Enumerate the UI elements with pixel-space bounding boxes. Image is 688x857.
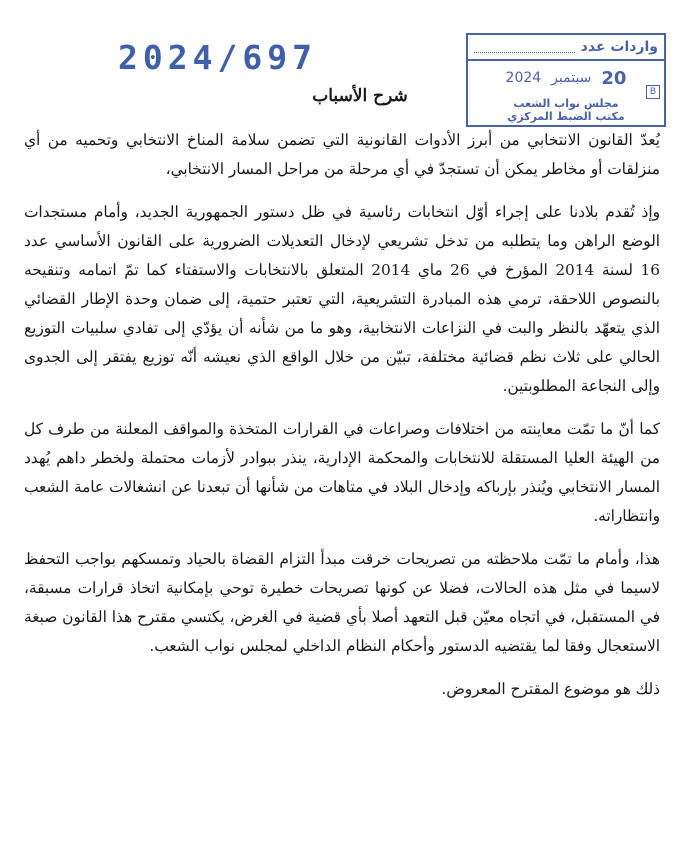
stamp-line-1: مجلس نواب الشعب — [513, 97, 619, 110]
stamp-date — [468, 61, 664, 95]
stamp-year: 2024 — [505, 70, 542, 86]
stamp-dotted-line — [474, 42, 575, 53]
stamp-label: واردات عدد — [580, 39, 658, 55]
stamp-footer — [468, 97, 664, 123]
stamp-month: سبتمبر — [551, 70, 592, 86]
closing-line: ذلك هو موضوع المقترح المعروض. — [441, 680, 660, 698]
paragraph: وإذ تُقدم بلادنا على إجراء أوّل انتخابات رئاسية في ظل دستور الجمهورية الجديد، وأمام مستجدات الوضع الراهن وما يتطلبه من تدخل تشريعي لإدخال التعديلات الضرورية على القانون الأساسي عدد 16 لسنة 2014 المؤرخ في 26 ماي 2014 المتعلق بالانتخابات والاستفتاء كما تمّ اتمامه وتنقيحه بالنصوص اللاحقة، ترمي هذه المبادرة التشريعية، التي تعتبر حتمية، إلى ضمان وحدة الإطار القضائي الذي يتعهّد بالنظر والبت في النزاعات الانتخابية، وهو ما من شأنه أن يؤدّي إلى تفادي سلبيات التوزيع الحالي على ثلاث نظم قضائية مختلفة، تبيّن من خلال الواقع الذي نعيشه أنّه توزيع يفتقر إلى الجدوى وإلى النجاعة المطلوبتين. — [24, 203, 660, 395]
paragraph: يُعدّ القانون الانتخابي من أبرز الأدوات القانونية التي تضمن سلامة المناخ الانتخابي وتحميه من أي منزلقات أو مخاطر يمكن أن تستجدّ في أي مرحلة من مراحل المسار الانتخابي، — [24, 131, 660, 178]
stamp-day: 20 — [601, 67, 627, 89]
stamp-line-2: مكتب الضبط المركزي — [507, 110, 625, 123]
paragraph: هذا، وأمام ما تمّت ملاحظته من تصريحات خرقت مبدأ التزام القضاة بالحياد وتمسكهم بواجب التحفظ لاسيما في مثل هذه الحالات، فضلا عن كونها تصريحات خطيرة توحي بإمكانية اتخاذ قرارات مسبقة، في المستقبل، في اتجاه معيّن قبل التعهد أصلا بأي قضية في الغرض، يكتسي مقترح هذا القانون صبغة الاستعجال وفقا لما يقتضيه الدستور وأحكام النظام الداخلي لمجلس نواب الشعب. — [24, 550, 660, 655]
received-stamp — [466, 33, 666, 127]
paragraph: كما أنّ ما تمّت معاينته من اختلافات وصراعات في القرارات المتخذة والمواقف المعلنة من طرف كل من الهيئة العليا المستقلة للانتخابات والمحكمة الإدارية، ينذر ببوادر لأزمات محتملة ولخطر داهم يُهدد المسار الانتخابي ويُنذر بإرباكه وإدخال البلاد في متاهات من شأنها أن تبعدنا عن انشغالات عامة الشعب وانتظاراته. — [24, 420, 660, 525]
stamp-box: B — [646, 85, 660, 99]
document-body — [24, 126, 660, 718]
document-title: شرح الأسباب — [312, 86, 408, 106]
reference-number: 2024/697 — [118, 38, 317, 77]
stamp-header — [468, 35, 664, 61]
